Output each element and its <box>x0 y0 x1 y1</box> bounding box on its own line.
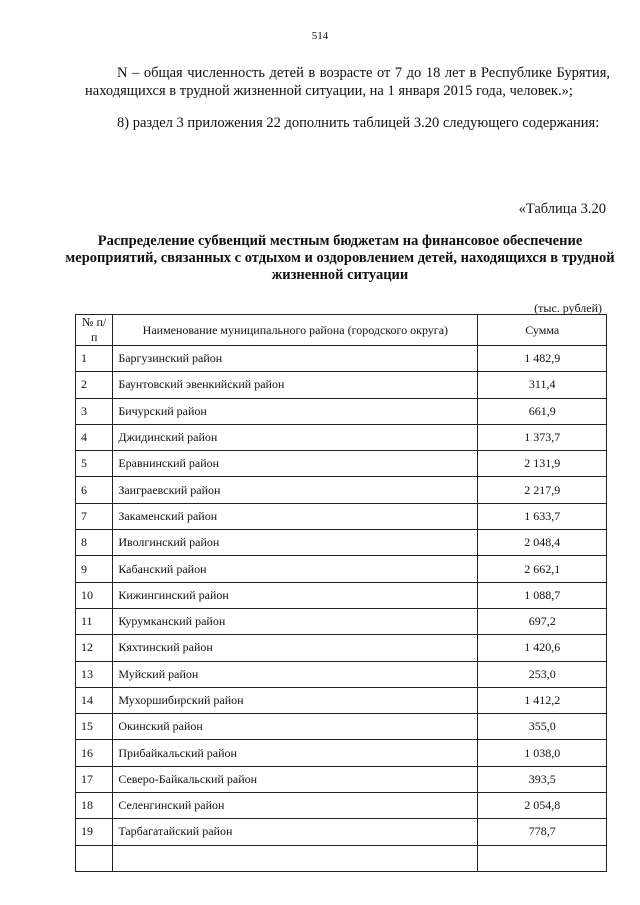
subvention-sum: 2 662,1 <box>478 556 607 582</box>
district-name: Закаменский район <box>113 503 478 529</box>
district-name: Кижингинский район <box>113 582 478 608</box>
row-number: 7 <box>76 503 113 529</box>
subvention-table <box>75 314 607 872</box>
page-number: 514 <box>311 30 329 42</box>
row-number: 13 <box>76 661 113 687</box>
table-header-row <box>76 315 607 346</box>
subvention-sum: 2 217,9 <box>478 477 607 503</box>
row-number: 15 <box>76 714 113 740</box>
district-name: Заиграевский район <box>113 477 478 503</box>
subvention-sum: 2 054,8 <box>478 793 607 819</box>
table-row <box>76 582 607 608</box>
district-name: Окинский район <box>113 714 478 740</box>
row-number: 2 <box>76 372 113 398</box>
row-number: 11 <box>76 608 113 634</box>
subvention-sum: 1 482,9 <box>478 346 607 372</box>
district-name: Северо-Байкальский район <box>113 766 478 792</box>
subvention-sum: 2 048,4 <box>478 530 607 556</box>
units-label: (тыс. рублей) <box>534 301 602 315</box>
table-row <box>76 451 607 477</box>
table-row <box>76 635 607 661</box>
subvention-sum: 1 373,7 <box>478 424 607 450</box>
district-name <box>113 845 478 871</box>
table-row <box>76 398 607 424</box>
subvention-sum: 253,0 <box>478 661 607 687</box>
table-row <box>76 766 607 792</box>
row-number: 3 <box>76 398 113 424</box>
district-name: Селенгинский район <box>113 793 478 819</box>
row-number: 10 <box>76 582 113 608</box>
header-sum: Сумма <box>478 315 607 346</box>
district-name: Еравнинский район <box>113 451 478 477</box>
row-number: 17 <box>76 766 113 792</box>
table-row <box>76 372 607 398</box>
row-number: 5 <box>76 451 113 477</box>
table-row <box>76 424 607 450</box>
district-name: Муйский район <box>113 661 478 687</box>
district-name: Прибайкальский район <box>113 740 478 766</box>
subvention-sum: 1 633,7 <box>478 503 607 529</box>
table-title: Распределение субвенций местным бюджетам на финансовое обеспечение мероприятий, связанных с отдыхом и оздоровлением детей, находящихся в трудной жизненной ситуации <box>65 233 615 283</box>
subvention-sum: 778,7 <box>478 819 607 845</box>
subvention-sum: 697,2 <box>478 608 607 634</box>
row-number: 18 <box>76 793 113 819</box>
subvention-sum: 355,0 <box>478 714 607 740</box>
paragraph-n-definition: N – общая численность детей в возрасте от 7 до 18 лет в Республике Бурятия, находящихся в трудной жизненной ситуации, на 1 января 2015 года, человек.»; <box>85 65 610 99</box>
district-name: Джидинский район <box>113 424 478 450</box>
row-number: 12 <box>76 635 113 661</box>
table-row <box>76 530 607 556</box>
table-row <box>76 714 607 740</box>
subvention-sum: 1 038,0 <box>478 740 607 766</box>
row-number: 14 <box>76 687 113 713</box>
table-row <box>76 556 607 582</box>
row-number: 1 <box>76 346 113 372</box>
subvention-sum: 393,5 <box>478 766 607 792</box>
table-row <box>76 477 607 503</box>
paragraph-item-8: 8) раздел 3 приложения 22 дополнить таблицей 3.20 следующего содержания: <box>117 115 600 131</box>
district-name: Кяхтинский район <box>113 635 478 661</box>
table-row <box>76 845 607 871</box>
district-name: Мухоршибирский район <box>113 687 478 713</box>
table-reference: «Таблица 3.20 <box>518 201 606 217</box>
table-row <box>76 793 607 819</box>
row-number <box>76 845 113 871</box>
table-row <box>76 661 607 687</box>
table-row <box>76 346 607 372</box>
row-number: 4 <box>76 424 113 450</box>
subvention-sum: 1 088,7 <box>478 582 607 608</box>
table-body <box>76 346 607 872</box>
table-row <box>76 740 607 766</box>
header-number: № п/п <box>76 315 113 346</box>
district-name: Кабанский район <box>113 556 478 582</box>
subvention-sum <box>478 845 607 871</box>
subvention-sum: 1 412,2 <box>478 687 607 713</box>
row-number: 19 <box>76 819 113 845</box>
table-row <box>76 687 607 713</box>
table-row <box>76 819 607 845</box>
row-number: 8 <box>76 530 113 556</box>
header-district-name: Наименование муниципального района (городского округа) <box>113 315 478 346</box>
district-name: Баунтовский эвенкийский район <box>113 372 478 398</box>
row-number: 6 <box>76 477 113 503</box>
district-name: Бичурский район <box>113 398 478 424</box>
district-name: Тарбагатайский район <box>113 819 478 845</box>
row-number: 9 <box>76 556 113 582</box>
table-row <box>76 503 607 529</box>
subvention-sum: 2 131,9 <box>478 451 607 477</box>
district-name: Иволгинский район <box>113 530 478 556</box>
district-name: Курумканский район <box>113 608 478 634</box>
row-number: 16 <box>76 740 113 766</box>
district-name: Баргузинский район <box>113 346 478 372</box>
subvention-sum: 1 420,6 <box>478 635 607 661</box>
subvention-sum: 311,4 <box>478 372 607 398</box>
table-row <box>76 608 607 634</box>
subvention-sum: 661,9 <box>478 398 607 424</box>
